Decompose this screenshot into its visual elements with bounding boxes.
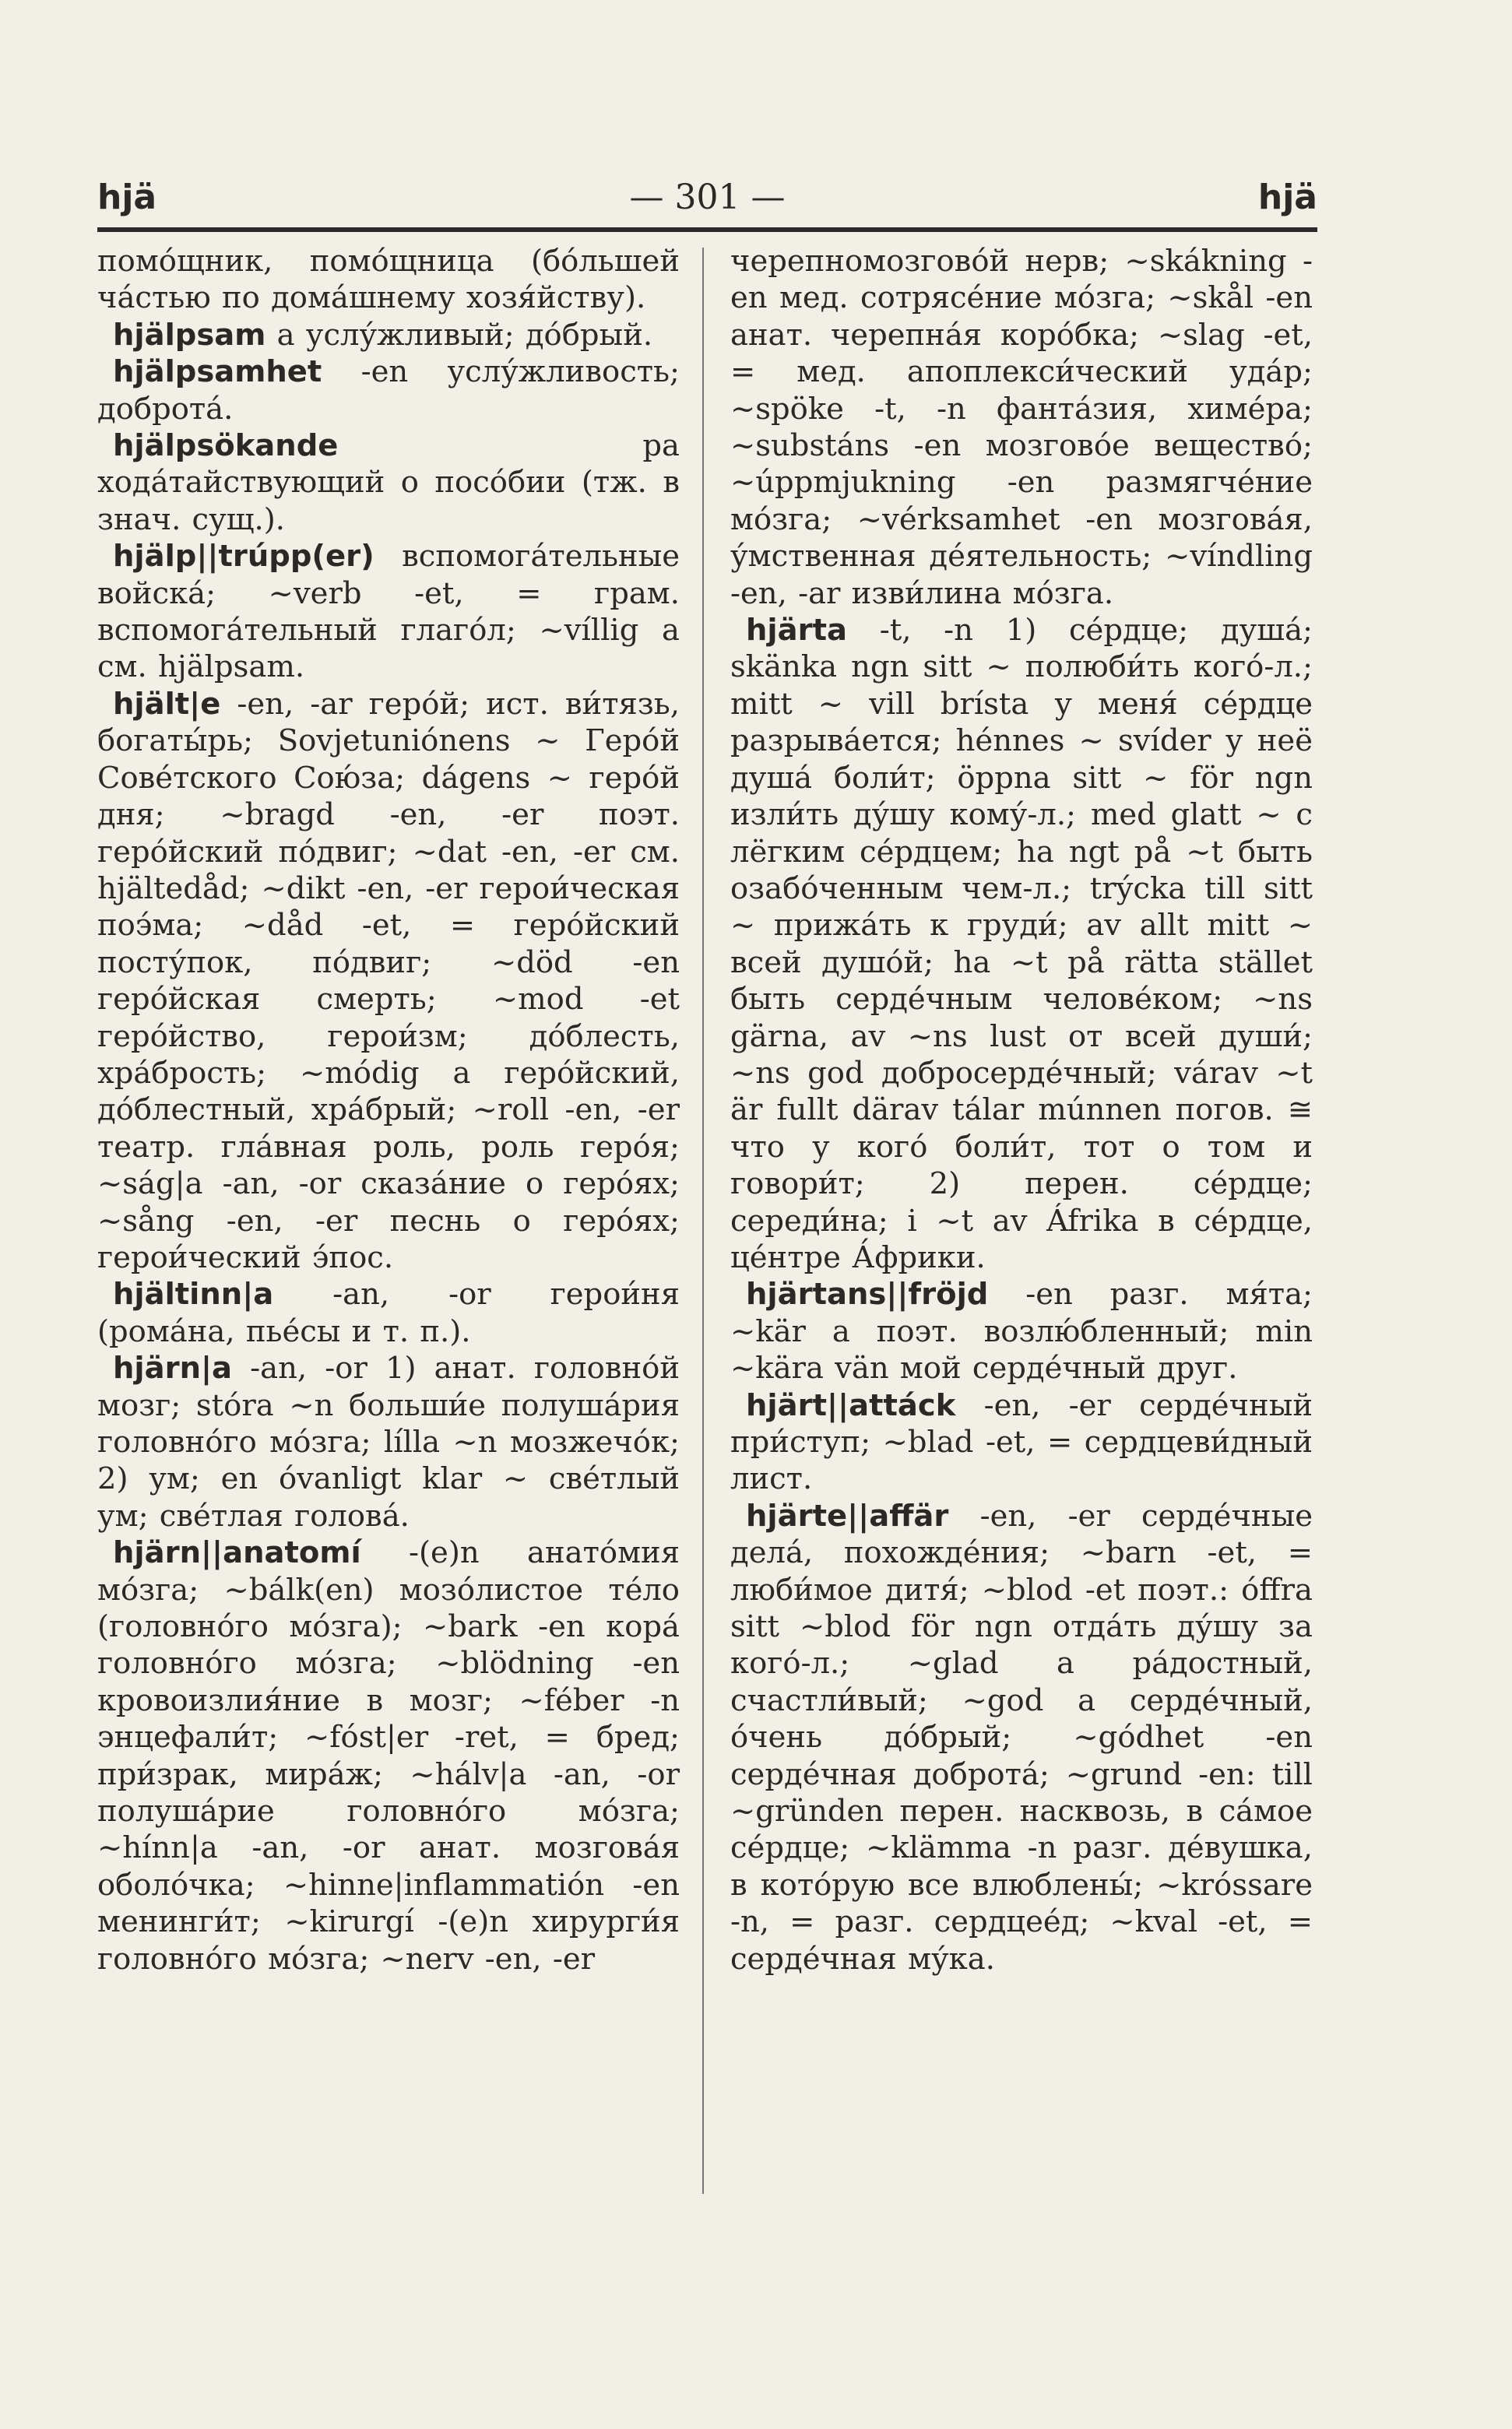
dictionary-entry: hjärn|a -an, -or 1) анат. головно́й мозг; stóra ~n больши́е полуша́рия головно́го мо́зга; lílla ~n мозжечо́к; 2) ум; en óvanligt klar ~ све́тлый ум; све́тлая голова́. [97, 1351, 680, 1534]
entry-headword: hjärn||anatomí [113, 1535, 361, 1571]
dictionary-entry: hjärte||affär -en, -er серде́чные дела́, похожде́ния; ~barn -et, = люби́мое дитя́; ~blod -et поэт.: óffra sitt ~blod för ngn отда́ть ду́шу за кого́-л.; ~glad а ра́достный, счастли́вый; ~god а серде́чный, о́чень до́брый; ~gódhet -en серде́чная доброта́; ~grund -en: till ~gründen перен. насквозь, в са́мое се́рдце; ~klämma -n разг. де́вушка, в кото́рую все влюблены́; ~króssare -n, = разг. сердцее́д; ~kval -et, = серде́чная му́ка. [730, 1498, 1313, 1977]
entry-headword: hjärtans||fröjd [746, 1277, 989, 1313]
page-header [97, 178, 1317, 224]
entry-headword: hjälpsamhet [113, 354, 322, 390]
header-rule [97, 227, 1317, 232]
dictionary-entry: hjärn||anatomí -(e)n анато́мия мо́зга; ~bálk(en) мозо́листое те́ло (головно́го мо́зга); ~bark -en кора́ головно́го мо́зга; ~blödning -en кровоизлия́ние в мозг; ~féber -n энцефали́т; ~fóst|er -ret, = бред; при́зрак, мира́ж; ~hálv|a -an, -or полуша́рие головно́го мо́зга; ~hínn|a -an, -or анат. мозгова́я оболо́чка; ~hinne|inflammatión -en менинги́т; ~kirurgí -(e)n хирурги́я головно́го мо́зга; ~nerv -en, -er [97, 1535, 680, 1977]
dictionary-entry: черепномозгово́й нерв; ~skákning -en мед. сотрясе́ние мо́зга; ~skål -en анат. черепна́я коро́бка; ~slag -et, = мед. апоплекси́ческий уда́р; ~spöke -t, -n фанта́зия, химе́ра; ~substáns -en мозгово́е вещество́; ~úppmjukning -en размягче́ние мо́зга; ~vérksamhet -en мозгова́я, у́мственная де́ятельность; ~víndling -en, -ar изви́лина мо́зга. [730, 244, 1313, 611]
dictionary-entry: hjält|e -en, -ar геро́й; ист. ви́тязь, богаты́рь; Sovjetuniónens ~ Геро́й Сове́тского Сою́за; dágens ~ геро́й дня; ~bragd -en, -er поэт. геро́йский по́двиг; ~dat -en, -er см. hjältedåd; ~dikt -en, -er герои́ческая поэ́ма; ~dåd -et, = геро́йский посту́пок, по́двиг; ~död -en геро́йская смерть; ~mod -et геро́йство, герои́зм; до́блесть, хра́брость; ~módig а геро́йский, до́блестный, хра́брый; ~roll -en, -er театр. гла́вная роль, роль геро́я; ~ság|a -an, -or сказа́ние о геро́ях; ~sång -en, -er песнь о геро́ях; герои́ческий э́пос. [97, 686, 680, 1275]
column-divider [702, 248, 704, 2194]
left-running-headword: hjä [97, 178, 157, 217]
page-number: — 301 — [629, 178, 786, 217]
dictionary-entry: hjälp||trúpp(er) вспомога́тельные войска́; ~verb -et, = грам. вспомога́тельный глаго́л; ~víllig а см. hjälpsam. [97, 539, 680, 685]
entry-headword: hjälpsam [113, 317, 266, 353]
dictionary-entry: помо́щник, помо́щница (бо́льшей ча́стью по дома́шнему хозя́йству). [97, 244, 680, 316]
dictionary-entry: hjälpsam а услу́жливый; до́брый. [113, 317, 653, 353]
dictionary-entry: hjälpsamhet -en услу́жливость; доброта́. [97, 354, 680, 427]
entry-headword: hjärn|a [113, 1351, 233, 1387]
dictionary-entry: hjärtans||fröjd -en разг. мя́та; ~kär а поэт. возлю́бленный; min ~kära vän мой серде́чный друг. [730, 1277, 1313, 1387]
right-running-headword: hjä [1257, 178, 1317, 217]
dictionary-entry: hjärta -t, -n 1) се́рдце; душа́; skänka ngn sitt ~ полюби́ть кого́-л.; mitt ~ vill brísta у меня́ се́рдце разрыва́ется; hénnes ~ svíder у неё душа́ боли́т; öppna sitt ~ för ngn изли́ть ду́шу кому́-л.; med glatt ~ с лёгким се́рдцем; ha ngt på ~t быть озабо́ченным чем-л.; trýcka till sitt ~ прижа́ть к груди́; av allt mitt ~ всей душо́й; ha ~t på rätta stället быть серде́чным челове́ком; ~ns gärna, av ~ns lust от всей души́; ~ns god добросерде́чный; várav ~t är fullt därav tálar múnnen погов. ≅ что у кого́ боли́т, тот о том и говори́т; 2) перен. се́рдце; середи́на; i ~t av Áfrika в се́рдце, це́нтре А́фрики. [730, 613, 1313, 1275]
entry-headword: hjältinn|a [113, 1277, 274, 1313]
dictionary-entry: hjältinn|a -an, -or герои́ня (рома́на, пье́сы и т. п.). [97, 1277, 680, 1349]
left-column [97, 243, 680, 1977]
entry-headword: hjälpsökande [113, 428, 339, 464]
entry-headword: hjärta [746, 613, 847, 649]
entry-headword: hjärte||affär [746, 1498, 949, 1534]
entry-headword: hjälp||trúpp(er) [113, 539, 374, 575]
entry-headword: hjärt||attáck [746, 1387, 956, 1423]
dictionary-entry: hjälpsökande pa хода́тайствующий о посо́бии (тж. в знач. сущ.). [97, 428, 680, 537]
right-column [730, 243, 1313, 1977]
dictionary-entry: hjärt||attáck -en, -er серде́чный при́ступ; ~blad -et, = сердцеви́дный лист. [730, 1387, 1313, 1497]
entry-headword: hjält|e [113, 686, 221, 722]
